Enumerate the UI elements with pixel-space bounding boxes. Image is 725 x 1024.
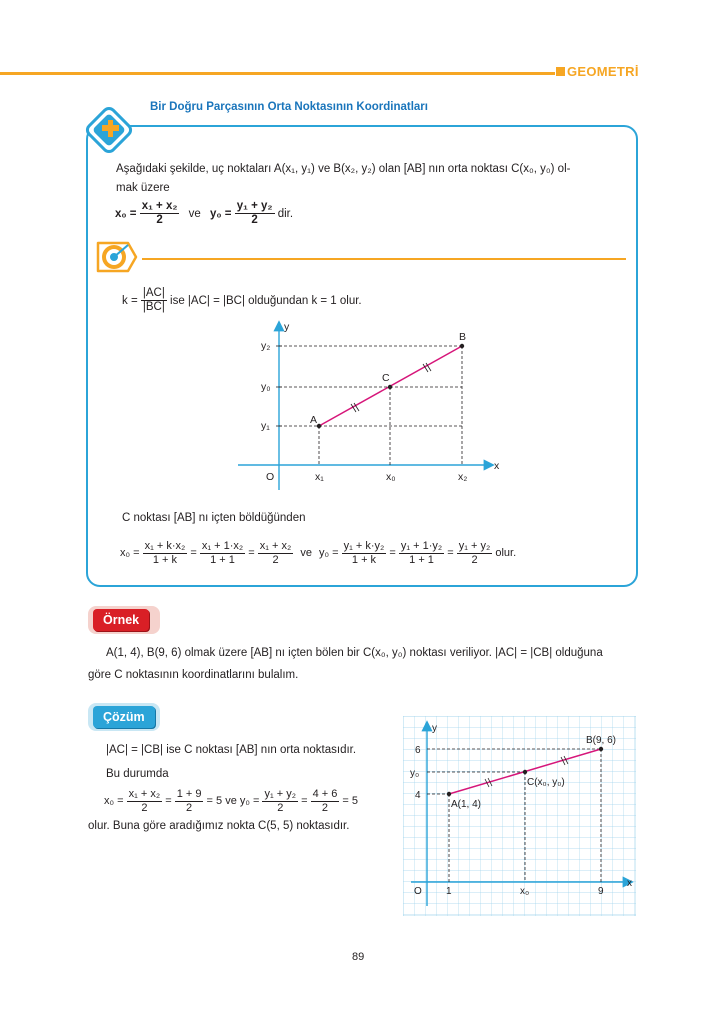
g2-fraction <box>399 540 444 566</box>
y-axis-label: y <box>432 723 437 734</box>
s4-fraction <box>311 788 340 814</box>
f-x0: x₀ = <box>120 547 140 560</box>
xtick-x1: x₁ <box>315 471 324 483</box>
y0-denominator: 2 <box>251 214 258 227</box>
label-b: B <box>459 331 467 343</box>
f-ve: ve <box>300 547 312 560</box>
k-denominator: |BC| <box>142 301 165 314</box>
origin-label: O <box>414 886 422 897</box>
s-eq1: = <box>165 795 172 808</box>
box-title: Bir Doğru Parçasının Orta Noktasının Koordinatları <box>150 101 428 113</box>
f2-num: x₁ + 1·x₂ <box>201 540 244 552</box>
x0-label: x₀ = <box>115 207 137 220</box>
example-line-2: göre C noktasının koordinatlarını bulalım. <box>88 669 299 681</box>
solution-badge: Çözüm <box>93 706 155 728</box>
point-a <box>317 424 321 428</box>
s1-num: x₁ + x₂ <box>128 788 161 800</box>
xtick-x0: x₀ <box>520 886 530 897</box>
solution-formula <box>104 788 358 814</box>
label-c: C(x₀, y₀) <box>527 777 565 788</box>
example-line-1: A(1, 4), B(9, 6) olmak üzere [AB] nı içten bölen bir C(x₀, y₀) noktası veriliyor. |AC| = |CB| olduğuna <box>106 647 603 659</box>
y0-fraction <box>235 200 275 227</box>
s1-den: 2 <box>141 801 148 814</box>
point-b <box>599 747 603 751</box>
f-eq4: = <box>447 547 454 560</box>
y0-numerator: y₁ + y₂ <box>235 200 275 214</box>
label-c: C <box>382 372 390 384</box>
f-y0: y₀ = <box>319 547 339 560</box>
s4-num: 4 + 6 <box>312 788 338 800</box>
s3-fraction <box>262 788 298 814</box>
header-square <box>556 67 565 76</box>
f3-fraction <box>258 540 294 566</box>
dir-word: dir. <box>277 207 294 220</box>
x-axis-label: x <box>627 878 632 889</box>
x0-denominator: 2 <box>156 214 163 227</box>
y-axis-label: y <box>284 321 290 333</box>
c-divides-text: C noktası [AB] nı içten böldüğünden <box>122 512 306 524</box>
header-rule <box>0 72 555 75</box>
k-ratio-line <box>122 287 362 314</box>
s3-num: y₁ + y₂ <box>264 788 297 800</box>
x0-numerator: x₁ + x₂ <box>140 200 180 214</box>
f-eq3: = <box>389 547 396 560</box>
x-axis-label: x <box>494 460 500 472</box>
section-title: GEOMETRİ <box>567 64 639 79</box>
example-badge: Örnek <box>93 609 149 631</box>
f2-den: 1 + 1 <box>210 553 235 566</box>
f3-den: 2 <box>272 553 279 566</box>
ytick-4: 4 <box>415 790 421 801</box>
x0-fraction <box>140 200 180 227</box>
xtick-1: 1 <box>446 886 452 897</box>
s3-den: 2 <box>277 801 284 814</box>
origin-label: O <box>266 471 275 483</box>
g2-num: y₁ + 1·y₂ <box>400 540 443 552</box>
s2-fraction <box>175 788 204 814</box>
ve-word: ve <box>188 207 201 220</box>
solution-line-2: Bu durumda <box>106 768 169 780</box>
g1-num: y₁ + k·y₂ <box>343 540 385 552</box>
xtick-9: 9 <box>598 886 604 897</box>
label-b: B(9, 6) <box>586 735 617 746</box>
f1-den: 1 + k <box>152 553 178 566</box>
xtick-x0: x₀ <box>386 471 396 483</box>
f3-num: x₁ + x₂ <box>259 540 292 552</box>
f-olur: olur. <box>495 547 517 560</box>
s-eq5: = 5 <box>342 795 359 808</box>
target-icon <box>94 237 140 277</box>
label-a: A(1, 4) <box>451 799 482 810</box>
solution-line-1: |AC| = |CB| ise C noktası [AB] nın orta noktasıdır. <box>106 744 357 756</box>
ytick-y0: y₀ <box>261 381 271 393</box>
s-x0: x₀ = <box>104 795 124 808</box>
f-eq2: = <box>248 547 255 560</box>
ytick-y1: y₁ <box>261 420 270 432</box>
f1-fraction <box>143 540 188 566</box>
s1-fraction <box>127 788 163 814</box>
point-b <box>460 344 464 348</box>
point-c <box>523 770 527 774</box>
g2-den: 1 + 1 <box>409 553 434 566</box>
y0-label: y₀ = <box>210 207 232 220</box>
intro-line-1: Aşağıdaki şekilde, uç noktaları A(x₁, y₁) ve B(x₂, y₂) olan [AB] nın orta noktası C(x₀, y₀) ol- <box>116 163 571 175</box>
xtick-x2: x₂ <box>458 471 468 483</box>
s-eq5-ve: = 5 ve y₀ = <box>206 795 260 808</box>
g3-fraction <box>457 540 493 566</box>
s2-den: 2 <box>186 801 193 814</box>
s4-den: 2 <box>321 801 329 814</box>
f2-fraction <box>200 540 245 566</box>
ytick-6: 6 <box>415 745 421 756</box>
k-numerator: |AC| <box>141 287 167 301</box>
page-number: 89 <box>352 951 365 963</box>
solution-line-4: olur. Buna göre aradığımız nokta C(5, 5) noktasıdır. <box>88 820 350 832</box>
section-formula <box>120 540 516 566</box>
g3-num: y₁ + y₂ <box>458 540 491 552</box>
ytick-y0: y₀ <box>410 768 420 779</box>
s2-num: 1 + 9 <box>176 788 202 800</box>
puzzle-icon <box>84 105 134 155</box>
k-fraction <box>141 287 167 314</box>
example-graph <box>403 716 636 916</box>
midpoint-diagram <box>230 318 510 496</box>
f1-num: x₁ + k·x₂ <box>144 540 186 552</box>
point-a <box>447 792 451 796</box>
midpoint-formula <box>115 200 293 227</box>
f-eq1: = <box>190 547 197 560</box>
g3-den: 2 <box>471 553 478 566</box>
s-eq2: = <box>301 795 308 808</box>
ytick-y2: y₂ <box>261 340 271 352</box>
g1-fraction <box>342 540 387 566</box>
g1-den: 1 + k <box>351 553 377 566</box>
k-text: ise |AC| = |BC| olduğundan k = 1 olur. <box>170 294 362 307</box>
k-label: k = <box>122 294 138 307</box>
orange-separator <box>142 258 626 260</box>
point-c <box>388 385 392 389</box>
intro-line-2: mak üzere <box>116 182 170 194</box>
guide-lines <box>279 346 462 465</box>
label-a: A <box>310 414 318 426</box>
